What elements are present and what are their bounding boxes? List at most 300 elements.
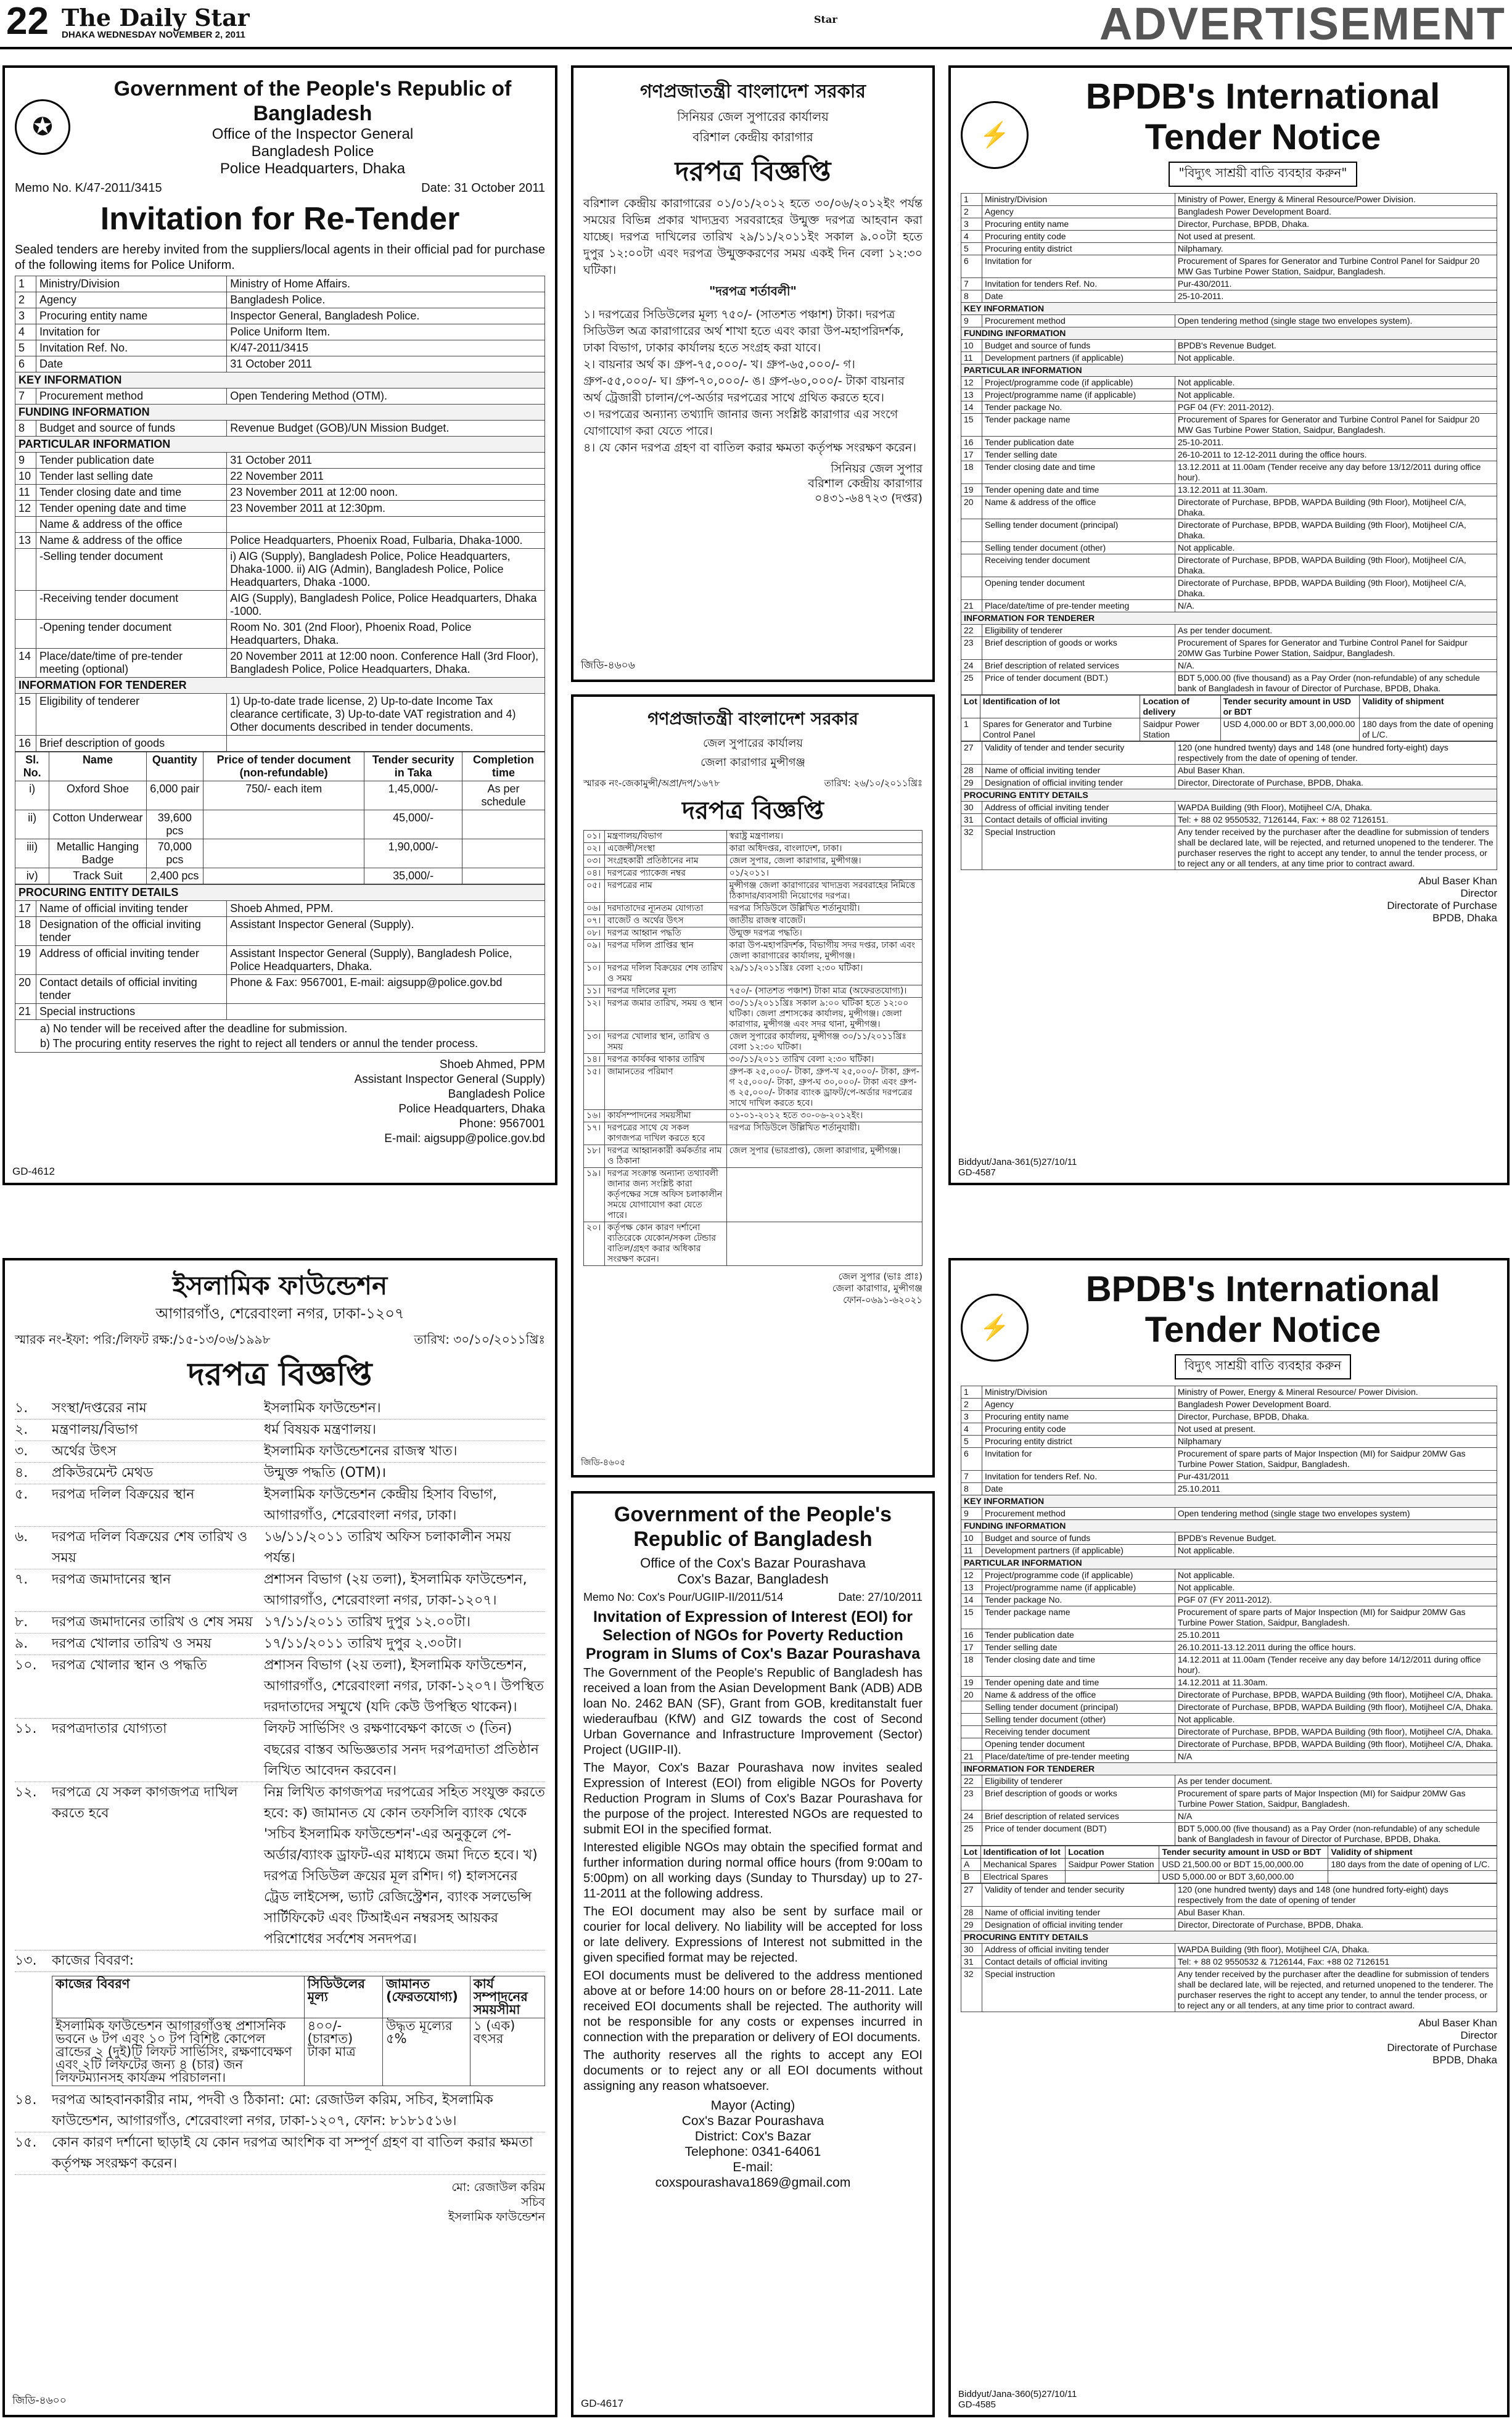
table-row	[15, 694, 545, 736]
table-row	[15, 356, 545, 372]
row-label: Agency	[982, 206, 1175, 218]
row-value	[726, 1222, 922, 1266]
table-row	[961, 315, 1497, 327]
row-value: i) AIG (Supply), Bangladesh Police, Police Headquarters, Dhaka-1000. ii) AIG (Admin), Bangladesh Police, Police Headquarters, Dhaka -1000.	[227, 549, 545, 591]
table-row	[961, 327, 1497, 340]
if-info-list	[15, 1398, 545, 1972]
row-label: Eligibility of tenderer	[36, 694, 227, 736]
item-value	[264, 1950, 545, 1971]
table-row	[961, 600, 1497, 612]
text-line: BPDB, Dhaka	[1432, 912, 1497, 924]
table-cell: উদ্ধৃত মূল্যের ৫%	[382, 2018, 470, 2086]
table-cell: As per schedule	[462, 781, 545, 810]
row-label: দরপত্র সংক্রান্ত অন্যান্য তথ্যাবলী জানার জন্য সংশ্লিষ্ট কারা কর্তৃপক্ষের সঙ্গে অফিস চলাকালীন সময়ে যোগাযোগ করা যেতে পারে।	[605, 1168, 727, 1222]
row-number: 28	[961, 765, 982, 777]
row-number: 24	[961, 1811, 982, 1823]
row-number: 17	[961, 449, 982, 461]
row-value: N/A	[1175, 1751, 1497, 1763]
row-number	[15, 517, 36, 533]
table-row	[961, 1423, 1497, 1436]
table-row	[584, 1122, 922, 1145]
text-line: জেলা কারাগার, মুন্সীগঞ্জ	[832, 1283, 922, 1294]
table-row	[15, 549, 545, 591]
j1-conditions	[583, 306, 922, 456]
row-value: Not used at present.	[1175, 1423, 1497, 1436]
text-line: Abul Baser Khan	[1418, 875, 1497, 887]
row-number: ০৯।	[584, 940, 605, 963]
row-value: Procurement of Spares for Generator and Turbine Control Panel for Saidpur 20 MW Gas Turbine Power Station, Saidpur, Bangladesh.	[1175, 255, 1497, 278]
row-number: ০৫।	[584, 880, 605, 903]
row-label: Designation of official inviting tender	[982, 777, 1175, 789]
table-row	[15, 917, 545, 946]
row-label: Selling tender document (other)	[982, 1714, 1175, 1726]
table-row	[961, 542, 1497, 554]
row-label: মন্ত্রণালয়/বিভাগ	[605, 831, 727, 843]
row-label: Procuring entity name	[36, 308, 227, 324]
row-number: 1	[15, 276, 36, 292]
table-row	[15, 372, 545, 388]
row-number: 14	[15, 649, 36, 678]
table-row	[961, 340, 1497, 352]
table-row	[961, 303, 1497, 315]
row-label: দরপত্র কার্যকর থাকার তারিখ	[605, 1054, 727, 1066]
row-number: ০৭।	[584, 915, 605, 927]
row-number: 27	[961, 742, 982, 765]
row-label: Selling tender document (principal)	[982, 519, 1175, 542]
row-value: 120 (one hundred twenty) days and 148 (one hundred forty-eight) days respectively from the date of opening of tender	[1175, 1884, 1497, 1907]
row-label: Project/programme name (if applicable)	[982, 1582, 1175, 1594]
row-label: Special Instruction	[982, 826, 1175, 870]
j2-gd: জিডি-৪৬০৫	[581, 1458, 626, 1468]
row-value: Procurement of spare parts of Major Inspection (MI) for Saidpur 20MW Gas Turbine Power Station, Saidpur, Bangladesh.	[1175, 1606, 1497, 1629]
column-header: Tender security in Taka	[364, 752, 462, 781]
row-value: Nilphamary.	[1175, 243, 1497, 255]
row-value: Tel: + 88 02 9550532 & 7126144, Fax: +88 02 7126151	[1175, 1956, 1497, 1968]
section-heading: INFORMATION FOR TENDERER	[961, 612, 1497, 625]
row-number: 6	[961, 1448, 982, 1471]
table-row	[15, 678, 545, 694]
j2-title: গণপ্রজাতন্ত্রী বাংলাদেশ সরকার	[647, 709, 858, 729]
row-number: ১৬।	[584, 1110, 605, 1122]
table-row	[961, 437, 1497, 449]
section-heading: KEY INFORMATION	[961, 1495, 1497, 1508]
row-value: Not used at present.	[1175, 231, 1497, 243]
row-number: 11	[961, 352, 982, 364]
row-value: ৩০/১১/২০১১খ্রিঃ সকাল ৯:০০ ঘটিকা হতে ১২:০০ ঘটিকা। জেলা প্রশাসকের কার্যালয়, মুন্সীগঞ্জ। জেলা কারাগার, মুন্সীগঞ্জ এবং সদর থানা, মুন্সীগঞ্জ।	[726, 998, 922, 1031]
row-label: Budget and source of funds	[982, 1532, 1175, 1545]
item-label: কাজের বিবরণ:	[52, 1953, 134, 1968]
b2-title: BPDB's International Tender Notice	[1085, 1269, 1440, 1350]
row-value: Not applicable.	[1175, 352, 1497, 364]
table-row	[961, 742, 1497, 765]
row-label: Ministry/Division	[982, 1386, 1175, 1399]
table-cell	[462, 839, 545, 868]
row-number	[15, 591, 36, 620]
row-value: 14.12.2011 at 11.30am.	[1175, 1677, 1497, 1689]
table-cell: B	[961, 1871, 981, 1883]
section-heading: PROCURING ENTITY DETAILS	[961, 1931, 1497, 1944]
row-number: 21	[961, 600, 982, 612]
row-label: দরপত্র দলিলের মূল্য	[605, 985, 727, 998]
list-item	[15, 1420, 545, 1441]
row-value: Police Headquarters, Phoenix Road, Fulbaria, Dhaka-1000.	[227, 533, 545, 549]
row-value: Procurement of Spares for Generator and Turbine Control Panel for Saidpur 20 MW Gas Turbine Power Station, Saidpur, Bangladesh.	[1175, 414, 1497, 437]
barishal-jail-ad	[571, 65, 935, 682]
row-label: বাজেট ও অর্থের উৎস	[605, 915, 727, 927]
item-value: ১৬/১১/২০১১ তারিখ অফিস চলাকালীন সময় পর্যন্ত।	[264, 1529, 511, 1566]
row-number: 10	[15, 469, 36, 485]
text-line: Interested eligible NGOs may obtain the specified format and further information during normal office hours (from 9:00am to 5:00pm) on all working days (Sunday to Thursday) up to 27-11-2011 at the following address.	[583, 1841, 922, 1901]
if-date: তারিখ: ৩০/১০/২০১১খ্রিঃ	[414, 1332, 545, 1347]
list-item	[15, 1634, 545, 1655]
row-label: Agency	[982, 1399, 1175, 1411]
if-info-list-2	[15, 2090, 545, 2175]
item-label: দরপত্র জমাদানের তারিখ ও শেষ সময়	[52, 1614, 253, 1630]
row-label: Address of official inviting tender	[36, 946, 227, 975]
text-line: District: Cox's Bazar	[694, 2129, 811, 2144]
row-number	[961, 577, 982, 600]
section-heading: PARTICULAR INFORMATION	[961, 1557, 1497, 1569]
row-value: Ministry of Power, Energy & Mineral Resource/ Power Division.	[1175, 1386, 1497, 1399]
row-label: Opening tender document	[982, 577, 1175, 600]
row-value: 22 November 2011	[227, 469, 545, 485]
row-value: জেল সুপার (ভারপ্রাপ্ত), জেলা কারাগার, মুন্সীগঞ্জ।	[726, 1145, 922, 1168]
row-number: 22	[961, 1775, 982, 1788]
row-value: BDT 5,000.00 (five thousand) as a Pay Order (non-refundable) of any schedule bank of Bangladesh in favour of Director of Purchase, BPDB, Dhaka.	[1175, 672, 1497, 695]
row-number: 25	[961, 1823, 982, 1846]
table-row	[584, 903, 922, 915]
text-line: Cox's Bazar Pourashava	[681, 2114, 824, 2128]
row-label: Tender package name	[982, 1606, 1175, 1629]
list-item	[15, 1569, 545, 1612]
row-label: Place/date/time of pre-tender meeting	[982, 600, 1175, 612]
row-label: Brief description of related services	[982, 1811, 1175, 1823]
text-line: বরিশাল কেন্দ্রীয় কারাগার	[808, 477, 922, 490]
item-label: দরপত্র খোলার স্থান ও পদ্ধতি	[52, 1658, 207, 1673]
column-header: কার্য সম্পাদনের সময়সীমা	[470, 1976, 544, 2018]
item-value: নিম্ন লিখিত কাগজপত্র দরপত্রের সহিত সংযুক্ত করতে হবে: ক) জামানত যে কোন তফসিলি ব্যাংক থেকে 'সচিব ইসলামিক ফাউন্ডেশন'-এর অনুকূলে পে-অর্ডার/ব্যাংক ড্রাফট-এর মাধ্যমে জমা দিতে হবে। খ) দরপত্র সিডিউল ক্রয়ের মূল রশিদ। গ) হালসনের ট্রেড লাইসেন্স, ভ্যাট রেজিস্ট্রেশন, ব্যাংক সলভেন্সি সার্টিফিকেট এবং টিআইএন নম্বরসহ আয়কর পরিশোধের সর্বশেষ সনদপত্র।	[264, 1785, 545, 1947]
row-value: 1) Up-to-date trade license, 2) Up-to-date Income Tax clearance certificate, 3) Up-to-date VAT registration and 4) Other documents described in tender documents.	[227, 694, 545, 736]
row-number: 12	[15, 501, 36, 517]
column-header: Identification of lot	[980, 1846, 1066, 1859]
list-item	[15, 1463, 545, 1484]
row-label: Development partners (if applicable)	[982, 1545, 1175, 1557]
row-label: Special instructions	[36, 1004, 227, 1020]
row-number: ২০।	[584, 1222, 605, 1266]
j2-info-table	[583, 830, 922, 1266]
table-row	[961, 1968, 1497, 2012]
table-cell	[203, 810, 364, 839]
row-value: Not applicable.	[1175, 1569, 1497, 1582]
table-row	[961, 255, 1497, 278]
item-value: ইসলামিক ফাউন্ডেশন।	[264, 1400, 381, 1416]
table-row	[961, 1436, 1497, 1448]
row-label: জামানতের পরিমাণ	[605, 1066, 727, 1110]
row-label: Procuring entity code	[982, 1423, 1175, 1436]
row-label: Tender selling date	[982, 449, 1175, 461]
row-value: Ministry of Home Affairs.	[227, 276, 545, 292]
row-number: ১১।	[584, 985, 605, 998]
text-line: a) No tender will be received after the deadline for submission.	[40, 1022, 348, 1035]
text-line: Directorate of Purchase	[1387, 2042, 1497, 2053]
police-tender-ad	[2, 65, 557, 1185]
row-number: 6	[961, 255, 982, 278]
column-header: Validity of shipment	[1360, 696, 1497, 718]
memo-no: Memo No. K/47-2011/3415	[15, 181, 162, 195]
row-number	[961, 1714, 982, 1726]
table-row	[584, 998, 922, 1031]
row-value: জেল সুপার, জেলা কারাগার, মুন্সীগঞ্জ।	[726, 855, 922, 868]
cx-date: Date: 27/10/2011	[838, 1591, 922, 1603]
text-line: BPDB, Dhaka	[1432, 2054, 1497, 2066]
table-row	[961, 1956, 1497, 1968]
j1-title: গণপ্রজাতন্ত্রী বাংলাদেশ সরকার	[640, 81, 866, 102]
item-value: লিফট সার্ভিসিং ও রক্ষণাবেক্ষণ কাজে ৩ (তিন) বছরের বাস্তব অভিজ্ঞতার সনদ দরপত্রদাতা প্রতিষ্ঠান লিখিত আবেদন করবেন।	[264, 1721, 539, 1778]
row-number: 5	[961, 243, 982, 255]
item-value: উন্মুক্ত পদ্ধতি (OTM)।	[264, 1465, 387, 1481]
row-number: 20	[961, 496, 982, 519]
table-cell: Cotton Underwear	[49, 810, 146, 839]
table-cell: 180 days from the date of opening of L/C.	[1328, 1859, 1497, 1871]
text-line: ৪। যে কোন দরপত্র গ্রহণ বা বাতিল করার ক্ষমতা কর্তৃপক্ষ সংরক্ষণ করেন।	[583, 441, 916, 454]
row-number: 30	[961, 1944, 982, 1956]
item-number: ১০.	[15, 1658, 37, 1673]
table-row	[961, 625, 1497, 637]
item-label: সংস্থা/দপ্তরের নাম	[52, 1400, 147, 1416]
row-number: ০১।	[584, 831, 605, 843]
if-heading: দরপত্র বিজ্ঞপ্তি	[187, 1356, 372, 1393]
list-item	[15, 1950, 545, 1972]
list-item	[15, 2132, 545, 2175]
table-row	[961, 1520, 1497, 1532]
row-label: Tender opening date and time	[982, 1677, 1175, 1689]
item-number: ৬.	[15, 1529, 28, 1545]
row-label: Project/programme code (if applicable)	[982, 377, 1175, 389]
if-signature	[15, 2180, 545, 2224]
table-row	[15, 308, 545, 324]
table-cell: Mechanical Spares	[980, 1859, 1066, 1871]
table-row	[584, 880, 922, 903]
row-number: 14	[961, 1594, 982, 1606]
row-label: Invitation for	[36, 324, 227, 340]
row-label: দরপত্র খোলার স্থান, তারিখ ও সময়	[605, 1031, 727, 1054]
b2-lot-table	[961, 1846, 1497, 1883]
table-row	[961, 802, 1497, 814]
row-value: স্বরাষ্ট্র মন্ত্রণালয়।	[726, 831, 922, 843]
row-number: 2	[961, 1399, 982, 1411]
text-line: b) The procuring entity reserves the right to reject all tenders or annul the tender process.	[40, 1037, 479, 1050]
section-heading: PARTICULAR INFORMATION	[961, 364, 1497, 377]
row-value: Tel: + 88 02 9550532, 7126144, Fax: + 88 02 7126151.	[1175, 814, 1497, 826]
table-cell: Oxford Shoe	[49, 781, 146, 810]
row-number: 32	[961, 826, 982, 870]
row-label: Name of official inviting tender	[982, 1907, 1175, 1919]
table-row	[15, 839, 545, 868]
row-number: 6	[15, 356, 36, 372]
row-number: 19	[961, 1677, 982, 1689]
row-label: Project/programme code (if applicable)	[982, 1569, 1175, 1582]
row-number: 8	[961, 1483, 982, 1495]
section-heading: FUNDING INFORMATION	[961, 1520, 1497, 1532]
row-value: Procurement of spare parts of Major Inspection (MI) for Saidpur 20MW Gas Turbine Power Station, Saidpur, Bangladesh.	[1175, 1448, 1497, 1471]
row-label: Tender opening date and time	[982, 484, 1175, 496]
row-value: Ministry of Power, Energy & Mineral Resource/Power Division.	[1175, 194, 1497, 206]
table-row	[584, 1066, 922, 1110]
cx-memo: Memo No: Cox's Pour/UGIIP-II/2011/514	[583, 1591, 784, 1603]
table-row	[961, 1606, 1497, 1629]
row-value: Directorate of Purchase, BPDB, WAPDA Building (9th Floor), Motijheel C/A, Dhaka.	[1175, 577, 1497, 600]
row-number: 9	[961, 315, 982, 327]
column-header: Quantity	[146, 752, 203, 781]
row-value: Director, Purchase, BPDB, Dhaka.	[1175, 218, 1497, 231]
row-number: 12	[961, 377, 982, 389]
b1-lot-table	[961, 695, 1497, 741]
row-value	[227, 517, 545, 533]
table-cell	[1066, 1871, 1159, 1883]
table-row	[15, 591, 545, 620]
row-label: Selling tender document (principal)	[982, 1701, 1175, 1714]
column-header: Location	[1066, 1846, 1159, 1859]
row-value: 26-10-2011 to 12-12-2011 during the office hours.	[1175, 449, 1497, 461]
row-number: 25	[961, 672, 982, 695]
row-label: Procuring entity district	[982, 1436, 1175, 1448]
row-number: 5	[961, 1436, 982, 1448]
text-line: Director	[1460, 2029, 1497, 2041]
row-label: Invitation for	[982, 255, 1175, 278]
row-label: দরপত্র দলিল প্রাপ্তির স্থান	[605, 940, 727, 963]
table-row	[961, 765, 1497, 777]
row-value	[227, 1004, 545, 1020]
text-line: ০৪৩১-৬৪৭২৩ (দপ্তর)	[815, 491, 922, 505]
row-label: Tender closing date and time	[982, 1654, 1175, 1677]
j2-heading: দরপত্র বিজ্ঞপ্তি	[682, 797, 824, 825]
row-value: Open Tendering Method (OTM).	[227, 388, 545, 405]
item-label: মন্ত্রণালয়/বিভাগ	[52, 1422, 138, 1437]
row-value: Director, Purchase, BPDB, Dhaka.	[1175, 1411, 1497, 1423]
row-number	[961, 519, 982, 542]
row-value	[227, 736, 545, 752]
table-row	[15, 340, 545, 356]
text-line: ২। বায়নার অর্থ ক। গ্রুপ-৭৫,০০০/- খ। গ্রুপ-৬৫,০০০/- গ। গ্রুপ-৫৫,০০০/- ঘ। গ্রুপ-৭০,০০০/- ঙ। গ্রুপ-৬০,০০০/- টাকা বায়নার অর্থ ট্রেজারী চালান/পে-অর্ডার দরপত্রের সাথে গ্রথিত করতে হবে।	[583, 358, 905, 405]
text-line: E-mail:	[733, 2160, 773, 2174]
j1-body: বরিশাল কেন্দ্রীয় কারাগারের ০১/০১/২০১২ হতে ৩০/০৬/২০১২ইং পর্যন্ত সময়ের বিভিন্ন প্রকার খাদ্যদ্রব্য সরবরাহের উন্মুক্ত দরপত্র আহবান করা যাচ্ছে। দরপত্র দাখিলের তারিখ ২৯/১১/২০১১ইং সকাল ৯.০০টা হতে দুপুর ১২:০০টা এবং দরপত্র উন্মুক্তকরণের সময় একই দিন বেলা ১২:৩০ ঘটিকা।	[583, 197, 922, 277]
row-value: Assistant Inspector General (Supply).	[227, 917, 545, 946]
table-row	[15, 469, 545, 485]
row-value: Assistant Inspector General (Supply), Bangladesh Police, Police Headquarters, Dhaka.	[227, 946, 545, 975]
table-row	[961, 1944, 1497, 1956]
j1-signature	[583, 461, 922, 506]
table-row	[961, 243, 1497, 255]
row-label: Brief description of goods	[36, 736, 227, 752]
row-value: Not applicable.	[1175, 377, 1497, 389]
row-value: ২৯/১১/২০১১খ্রিঃ বেলা ২:৩০ ঘটিকা।	[726, 963, 922, 985]
row-number: 31	[961, 1956, 982, 1968]
text-line: Shoeb Ahmed, PPM	[439, 1058, 545, 1071]
row-number	[15, 549, 36, 591]
row-value: Revenue Budget (GOB)/UN Mission Budget.	[227, 421, 545, 437]
table-row	[961, 1775, 1497, 1788]
cx-gd: GD-4617	[581, 2398, 623, 2409]
table-row	[961, 1399, 1497, 1411]
item-value: ১৭/১১/২০১১ তারিখ দুপুর ১২.০০টা।	[264, 1614, 470, 1630]
row-value: Procurement of Spares for Generator and Turbine Control Panel for Saidpur 20MW Gas Turbine Power Station, Saidpur, Bangladesh.	[1175, 637, 1497, 660]
table-cell: 1	[961, 718, 980, 741]
table-row	[584, 963, 922, 985]
row-number: 22	[961, 625, 982, 637]
text-line: coxspourashava1869@gmail.com	[655, 2176, 851, 2190]
table-row	[961, 1677, 1497, 1689]
row-label: কার্যসম্পাদনের সময়সীমা	[605, 1110, 727, 1122]
b1-gd-1: Biddyut/Jana-361(5)27/10/11	[958, 1157, 1077, 1167]
row-label: Address of official inviting tender	[982, 1944, 1175, 1956]
date-line: DHAKA WEDNESDAY NOVEMBER 2, 2011	[62, 30, 245, 40]
row-label: -Selling tender document	[36, 549, 227, 591]
row-label: Price of tender document (BDT)	[982, 1823, 1175, 1846]
item-value: প্রশাসন বিভাগ (২য় তলা), ইসলামিক ফাউন্ডেশন, আগারগাঁও, শেরেবাংলা নগর, ঢাকা-১২০৭। উপস্থিত দরদাতাদের সম্মুখে (যদি কেউ উপস্থিত থাকেন)।	[264, 1658, 544, 1715]
row-label: Tender package No.	[982, 1594, 1175, 1606]
row-label: Brief description of goods or works	[982, 637, 1175, 660]
table-cell: Electrical Spares	[980, 1871, 1066, 1883]
item-number: ১৪.	[15, 2092, 37, 2108]
row-value: Directorate of Purchase, BPDB, WAPDA Building (9th floor), Motijheel C/A, Dhaka.	[1175, 1726, 1497, 1738]
row-value: WAPDA Building (9th floor), Motijheel C/A, Dhaka.	[1175, 1944, 1497, 1956]
row-number: 28	[961, 1907, 982, 1919]
item-label: দরপত্র দলিল বিক্রয়ের স্থান	[52, 1487, 195, 1502]
text-line: The EOI document may also be sent by surface mail or courier for local delivery. No liability will be accepted for loss or late delivery. Expressions of Interest not submitted in the given specified format may be rejected.	[583, 1905, 922, 1965]
table-row	[584, 915, 922, 927]
table-row	[15, 501, 545, 517]
section-heading: PROCURING ENTITY DETAILS	[15, 885, 545, 901]
table-row	[961, 814, 1497, 826]
table-row	[961, 1714, 1497, 1726]
table-row	[961, 1859, 1497, 1871]
row-value: N/A	[1175, 1811, 1497, 1823]
table-row	[15, 292, 545, 308]
table-row	[961, 278, 1497, 290]
row-number: 20	[15, 975, 36, 1004]
row-number: 16	[961, 1629, 982, 1642]
table-row	[584, 940, 922, 963]
row-value: K/47-2011/3415	[227, 340, 545, 356]
b1-gd	[958, 1157, 1077, 1178]
text-line: জেল সুপার (ভাঃ প্রাঃ)	[838, 1271, 922, 1282]
row-number: ১৭।	[584, 1122, 605, 1145]
row-number: ১৮।	[584, 1145, 605, 1168]
row-value: 26.10.2011-13.12.2011 during the office hours.	[1175, 1642, 1497, 1654]
row-label: Name of official inviting tender	[982, 765, 1175, 777]
row-value: Any tender received by the purchaser after the deadline for submission of tenders shall be declared late, will be rejected, and returned unopened to the tenderer. The purchaser reserves the right to accept any tender, to annul the tender process, or to reject any or all tenders, at any time prior to contract award.	[1175, 826, 1497, 870]
column-header: Identification of lot	[980, 696, 1140, 718]
section-heading: INFORMATION FOR TENDERER	[961, 1763, 1497, 1775]
bpdb-logo-icon: ⚡	[961, 1294, 1029, 1362]
j2-org: জেলা কারাগার মুন্সীগঞ্জ	[701, 756, 805, 769]
item-number: ৩.	[15, 1444, 28, 1459]
row-number	[15, 620, 36, 649]
row-number: ০৪।	[584, 868, 605, 880]
row-label: Opening tender document	[982, 1738, 1175, 1751]
table-row	[961, 1763, 1497, 1775]
row-value: Shoeb Ahmed, PPM.	[227, 901, 545, 917]
table-row	[961, 1751, 1497, 1763]
row-number: 16	[15, 736, 36, 752]
column-header: Tender security amount in USD or BDT	[1220, 696, 1360, 718]
table-row	[15, 810, 545, 839]
b2-slogan: বিদ্যুৎ সাশ্রয়ী বাতি ব্যবহার করুন	[1175, 1354, 1352, 1379]
row-value: Nilphamary	[1175, 1436, 1497, 1448]
table-row	[961, 1701, 1497, 1714]
cx-place: Cox's Bazar, Bangladesh	[677, 1571, 829, 1587]
row-label: দরপত্র দলিল বিক্রয়ের শেষ তারিখ ও সময়	[605, 963, 727, 985]
